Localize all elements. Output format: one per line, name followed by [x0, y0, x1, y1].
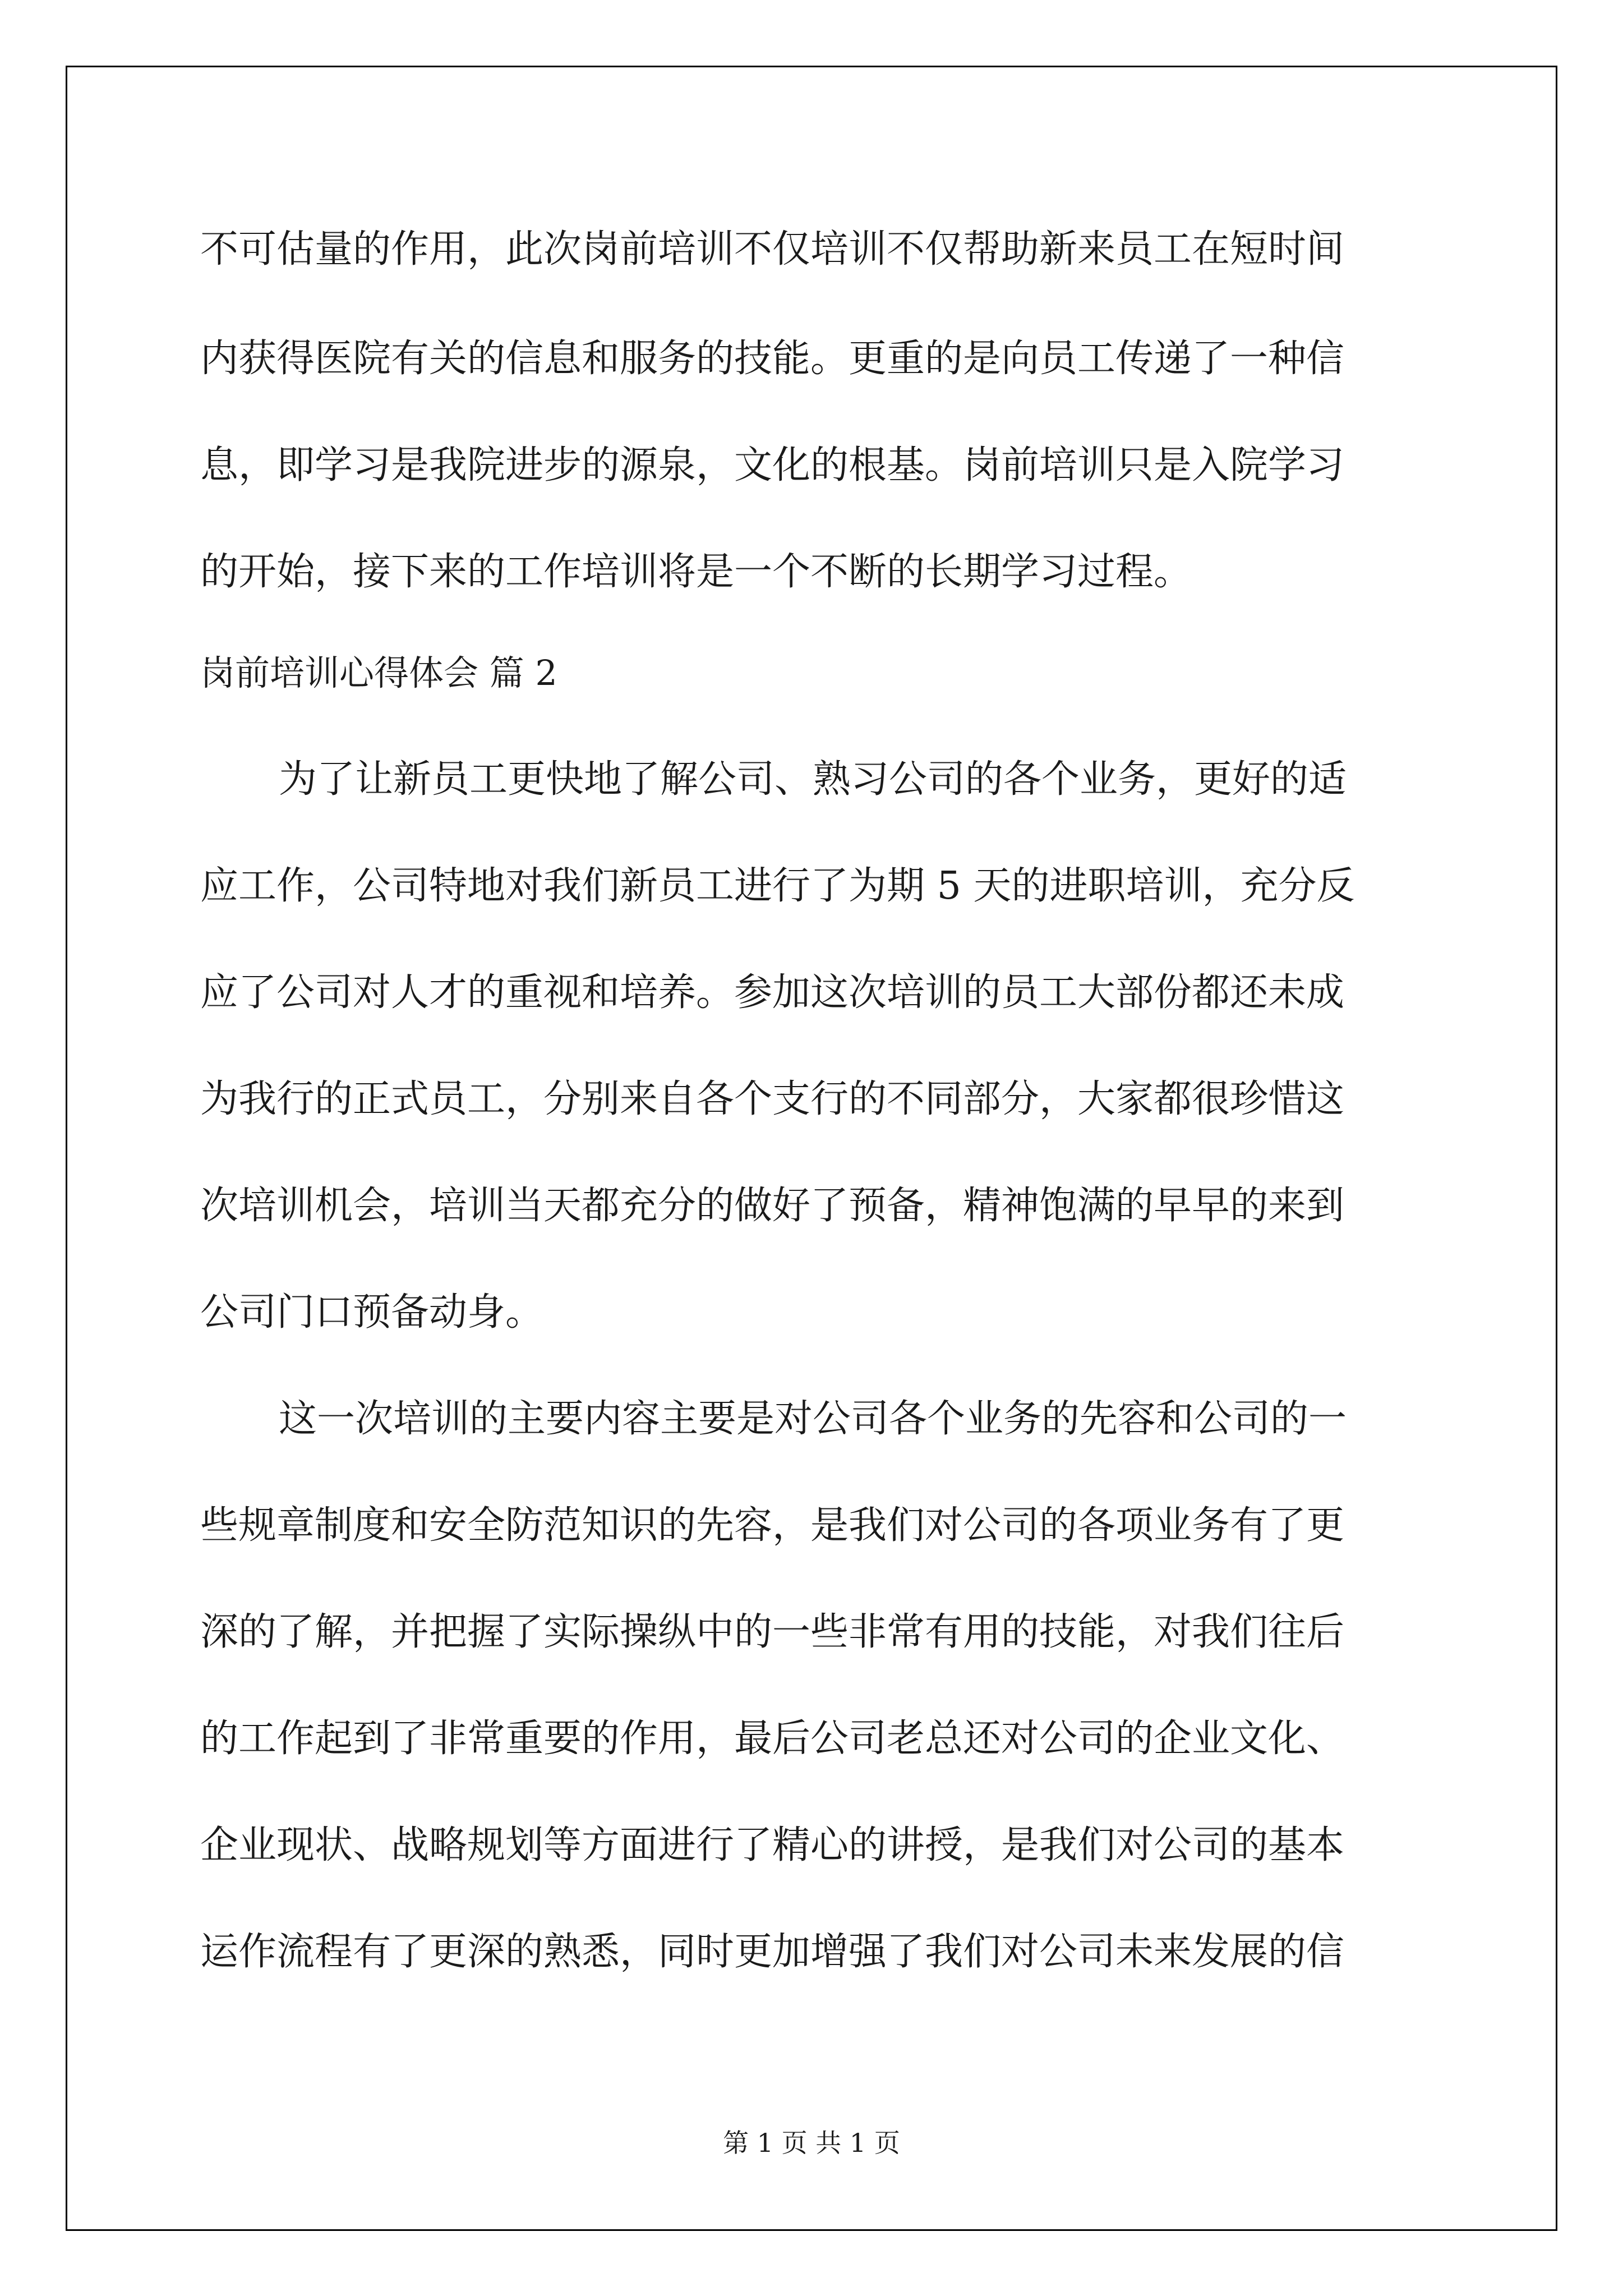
page-number-footer: 第 1 页 共 1 页	[723, 2128, 900, 2158]
body-text-line: 深的了解，并把握了实际操纵中的一些非常有用的技能，对我们往后	[200, 1610, 1345, 1654]
body-text-line: 应了公司对人才的重视和培养。参加这次培训的员工大部份都还未成	[200, 970, 1345, 1015]
body-text-line: 不可估量的作用，此次岗前培训不仅培训不仅帮助新来员工在短时间	[200, 227, 1345, 272]
section-heading: 岗前培训心得体会 篇 2	[200, 652, 557, 693]
body-text-line: 这一次培训的主要内容主要是对公司各个业务的先容和公司的一	[279, 1397, 1347, 1441]
body-text-line: 运作流程有了更深的熟悉，同时更加增强了我们对公司未来发展的信	[200, 1930, 1345, 1974]
body-text-line: 为了让新员工更快地了解公司、熟习公司的各个业务，更好的适	[279, 757, 1347, 802]
body-text-line: 应工作，公司特地对我们新员工进行了为期 5 天的进职培训，充分反	[200, 864, 1355, 908]
body-text-line: 企业现状、战略规划等方面进行了精心的讲授，是我们对公司的基本	[200, 1823, 1345, 1867]
body-text-line: 息，即学习是我院进步的源泉，文化的根基。岗前培训只是入院学习	[200, 443, 1345, 487]
body-text-line: 公司门口预备动身。	[200, 1290, 544, 1335]
body-text-line: 为我行的正式员工，分别来自各个支行的不同部分，大家都很珍惜这	[200, 1077, 1345, 1121]
body-text-line: 次培训机会，培训当天都充分的做好了预备，精神饱满的早早的来到	[200, 1184, 1345, 1228]
body-text-line: 些规章制度和安全防范知识的先容，是我们对公司的各项业务有了更	[200, 1503, 1345, 1548]
body-text-line: 的工作起到了非常重要的作用，最后公司老总还对公司的企业文化、	[200, 1717, 1345, 1761]
body-text-line: 的开始，接下来的工作培训将是一个不断的长期学习过程。	[200, 550, 1192, 594]
body-text-line: 内获得医院有关的信息和服务的技能。更重的是向员工传递了一种信	[200, 337, 1345, 381]
page-border	[66, 66, 1557, 2231]
